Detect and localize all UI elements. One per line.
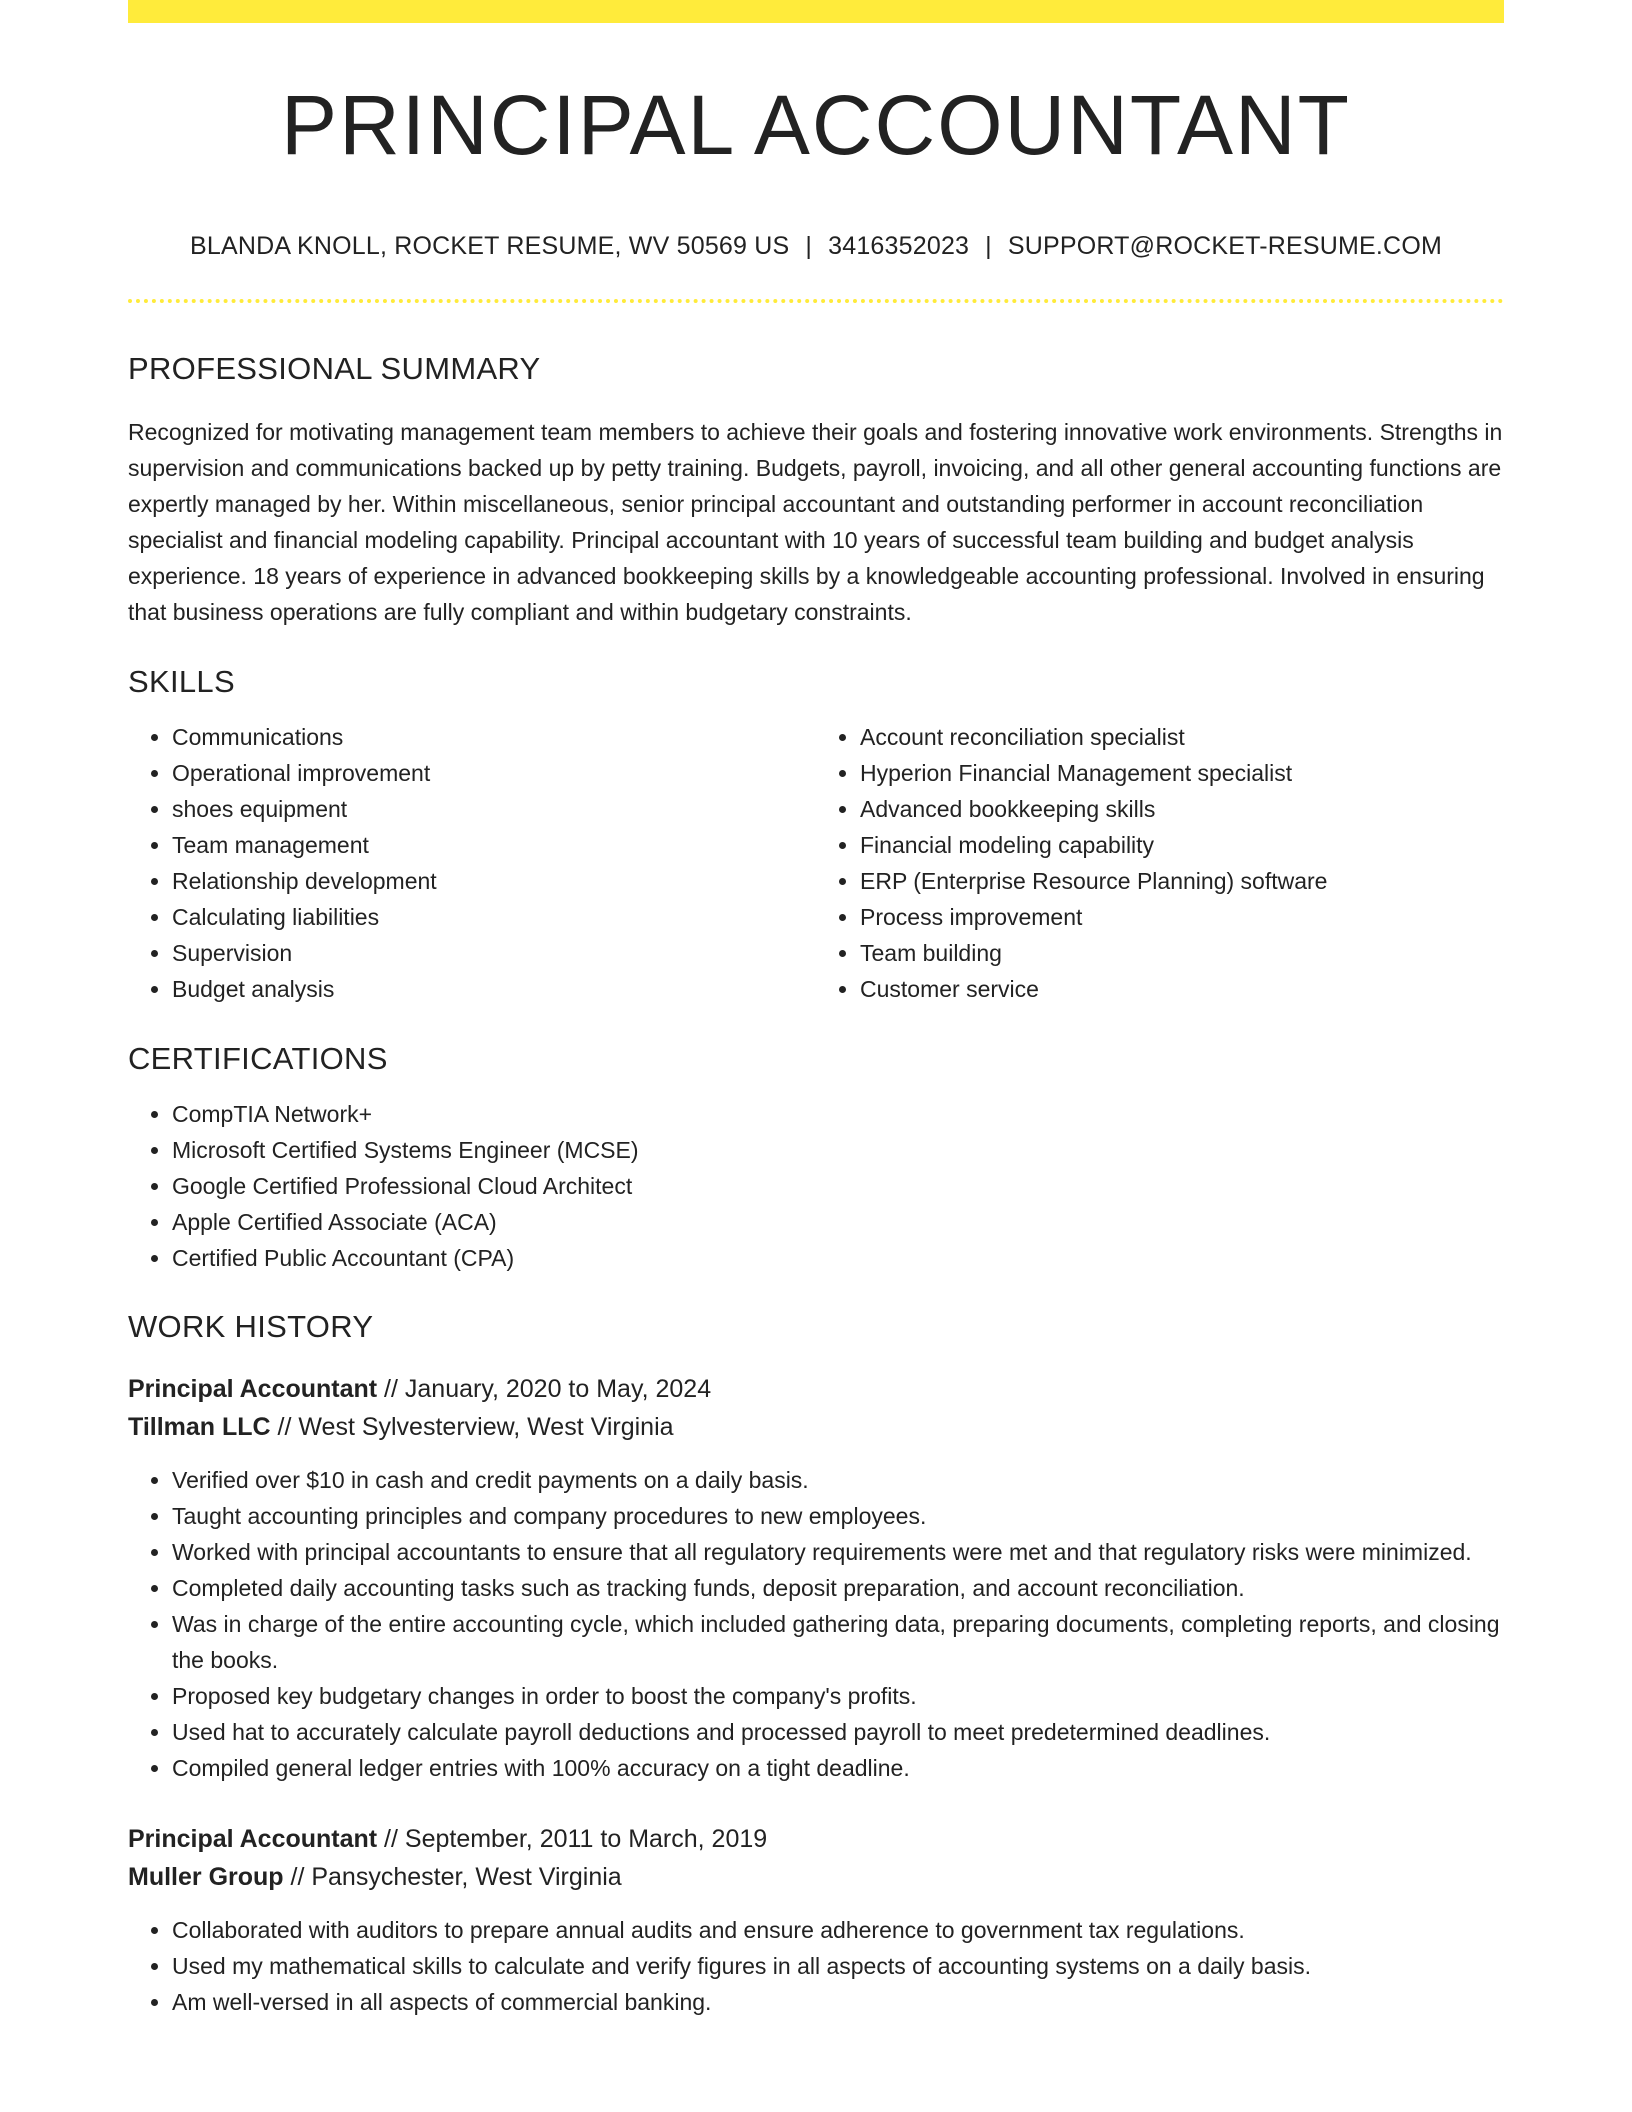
- job-duty-item: • Proposed key budgetary changes in order to boost the company's profits.: [172, 1678, 1504, 1714]
- skill-item: • Advanced bookkeeping skills: [860, 791, 1504, 827]
- job-title-line: [128, 1370, 1504, 1408]
- job-company: Tillman LLC: [128, 1413, 271, 1441]
- skills-heading: SKILLS: [128, 664, 235, 699]
- job-location: // West Sylvesterview, West Virginia: [270, 1413, 674, 1441]
- skill-item: • Relationship development: [172, 863, 816, 899]
- certification-item: • Microsoft Certified Systems Engineer (MCSE): [172, 1132, 1504, 1168]
- job-duty-item: • Worked with principal accountants to ensure that all regulatory requirements were met and that regulatory risks were minimized.: [172, 1534, 1504, 1570]
- skills-list-left: [128, 719, 816, 1007]
- skills-columns: [128, 719, 1504, 1007]
- top-accent-bar: [128, 0, 1504, 23]
- job-company: Muller Group: [128, 1863, 284, 1891]
- job-title: Principal Accountant: [128, 1375, 378, 1403]
- job-duties-list: [128, 1462, 1504, 1786]
- summary-text: Recognized for motivating management team members to achieve their goals and fostering innovative work environments. Strengths in supervision and communications backed up by petty training. Budgets, payroll, invoicing, and all other general accounting functions are expertly managed by her. Within miscellaneous, senior principal accountant and outstanding performer in account reconciliation specialist and financial modeling capability. Principal accountant with 10 years of successful team building and budget analysis experience. 18 years of experience in advanced bookkeeping skills by a knowledgeable accounting professional. Involved in ensuring that business operations are fully compliant and within budgetary constraints.: [128, 419, 1503, 625]
- job-header: [128, 1820, 1504, 1896]
- certifications-list: [128, 1096, 1504, 1276]
- job-duty-item: • Completed daily accounting tasks such as tracking funds, deposit preparation, and account reconciliation.: [172, 1570, 1504, 1606]
- skills-list-right: [816, 719, 1504, 1007]
- contact-address: BLANDA KNOLL, ROCKET RESUME, WV 50569 US: [190, 232, 790, 260]
- job-duty-item: • Compiled general ledger entries with 100% accuracy on a tight deadline.: [172, 1750, 1504, 1786]
- summary-heading: PROFESSIONAL SUMMARY: [128, 351, 541, 386]
- resume-page: [128, 0, 1504, 2020]
- job-duty-item: • Was in charge of the entire accounting cycle, which included gathering data, preparing documents, completing reports, and closing the books.: [172, 1606, 1504, 1678]
- skill-item: • Supervision: [172, 935, 816, 971]
- skill-item: • Process improvement: [860, 899, 1504, 935]
- job-location: // Pansychester, West Virginia: [283, 1863, 622, 1891]
- certification-item: • CompTIA Network+: [172, 1096, 1504, 1132]
- job-header: [128, 1370, 1504, 1446]
- job-company-line: [128, 1408, 1504, 1446]
- skill-item: • shoes equipment: [172, 791, 816, 827]
- skill-item: • Calculating liabilities: [172, 899, 816, 935]
- certification-item: • Certified Public Accountant (CPA): [172, 1240, 1504, 1276]
- job-duty-item: • Taught accounting principles and company procedures to new employees.: [172, 1498, 1504, 1534]
- job-duties-list: [128, 1912, 1504, 2020]
- job-company-line: [128, 1858, 1504, 1896]
- contact-line: [128, 234, 1504, 259]
- skill-item: • Account reconciliation specialist: [860, 719, 1504, 755]
- job-duty-item: • Verified over $10 in cash and credit payments on a daily basis.: [172, 1462, 1504, 1498]
- dotted-divider: [128, 299, 1504, 303]
- skill-item: • ERP (Enterprise Resource Planning) software: [860, 863, 1504, 899]
- job-dates: // January, 2020 to May, 2024: [377, 1375, 712, 1403]
- contact-phone: 3416352023: [828, 232, 970, 260]
- job-duty-item: • Collaborated with auditors to prepare annual audits and ensure adherence to government tax regulations.: [172, 1912, 1504, 1948]
- skill-item: • Hyperion Financial Management specialist: [860, 755, 1504, 791]
- job-title-line: [128, 1820, 1504, 1858]
- job-duty-item: • Used my mathematical skills to calculate and verify figures in all aspects of accounting systems on a daily basis.: [172, 1948, 1504, 1984]
- job-duty-item: • Am well-versed in all aspects of commercial banking.: [172, 1984, 1504, 2020]
- work-history-heading: WORK HISTORY: [128, 1309, 374, 1344]
- certifications-heading: CERTIFICATIONS: [128, 1041, 388, 1076]
- certification-item: • Google Certified Professional Cloud Architect: [172, 1168, 1504, 1204]
- certification-item: • Apple Certified Associate (ACA): [172, 1204, 1504, 1240]
- job-dates: // September, 2011 to March, 2019: [377, 1825, 768, 1853]
- skill-item: • Customer service: [860, 971, 1504, 1007]
- skill-item: • Team management: [172, 827, 816, 863]
- skill-item: • Communications: [172, 719, 816, 755]
- skill-item: • Budget analysis: [172, 971, 816, 1007]
- job-title: Principal Accountant: [128, 1825, 378, 1853]
- skill-item: • Operational improvement: [172, 755, 816, 791]
- skill-item: • Team building: [860, 935, 1504, 971]
- resume-title: PRINCIPAL ACCOUNTANT: [281, 78, 1351, 172]
- skill-item: • Financial modeling capability: [860, 827, 1504, 863]
- contact-separator: |: [805, 232, 813, 260]
- contact-email: SUPPORT@ROCKET-RESUME.COM: [1007, 232, 1442, 260]
- job-duty-item: • Used hat to accurately calculate payroll deductions and processed payroll to meet predetermined deadlines.: [172, 1714, 1504, 1750]
- contact-separator: |: [985, 232, 992, 260]
